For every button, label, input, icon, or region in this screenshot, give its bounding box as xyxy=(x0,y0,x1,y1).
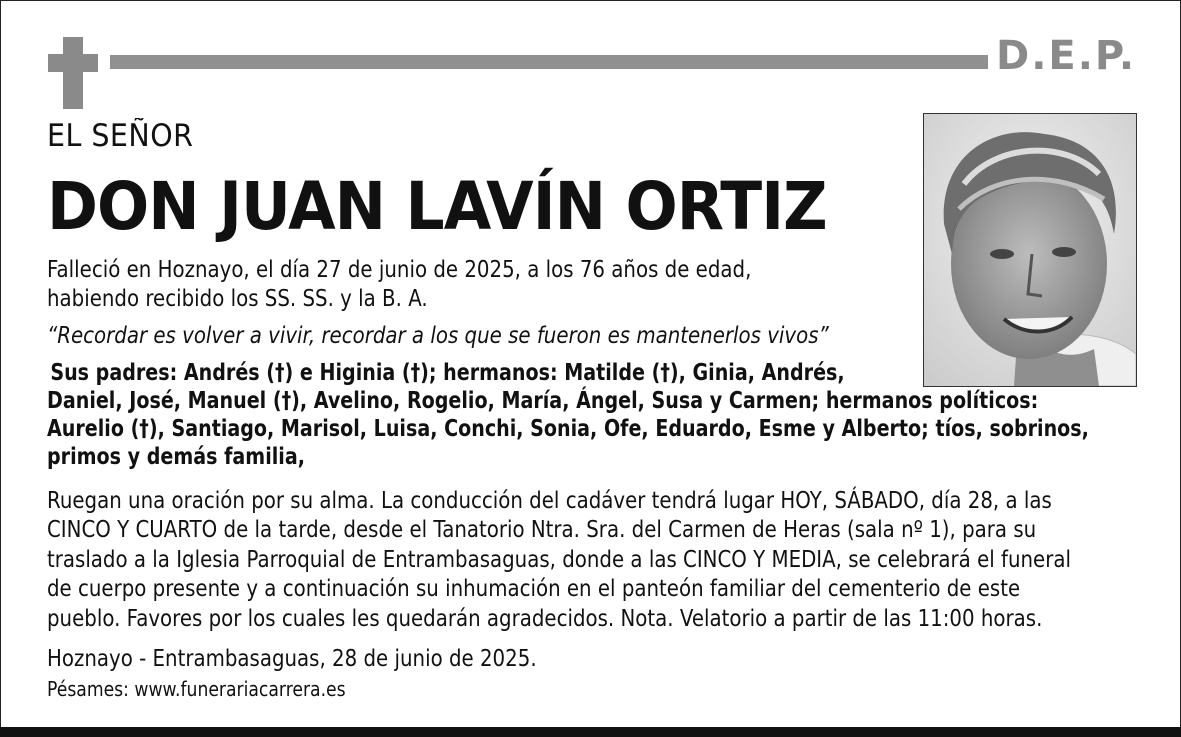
family-line: primos y demás familia, xyxy=(47,444,305,470)
family-line: Daniel, José, Manuel (†), Avelino, Rogelio, María, Ángel, Susa y Carmen; hermanos políticos: xyxy=(47,388,1039,414)
cross-icon xyxy=(63,37,83,109)
death-notice-line-2: habiendo recibido los SS. SS. y la B. A. xyxy=(47,286,428,312)
service-line: CINCO Y CUARTO de la tarde, desde el Tanatorio Ntra. Sra. del Carmen de Heras (sala nº 1), para su xyxy=(47,517,1037,543)
service-line: pueblo. Favores por los cuales les quedarán agradecidos. Nota. Velatorio a partir de las 11:00 horas. xyxy=(47,606,1043,632)
family-line: Sus padres: Andrés (†) e Higinia (†); hermanos: Matilde (†), Ginia, Andrés, xyxy=(50,360,845,386)
family-line: Aurelio (†), Santiago, Marisol, Luisa, Conchi, Sonia, Ofe, Eduardo, Esme y Alberto; tíos, sobrinos, xyxy=(47,416,1089,442)
deceased-name: DON JUAN LAVÍN ORTIZ xyxy=(47,168,827,245)
service-line: traslado a la Iglesia Parroquial de Entrambasaguas, donde a las CINCO Y MEDIA, se celebrará el funeral xyxy=(47,547,1071,573)
place-date: Hoznayo - Entrambasaguas, 28 de junio de 2025. xyxy=(47,646,537,672)
death-notice-line-1: Falleció en Hoznayo, el día 27 de junio de 2025, a los 76 años de edad, xyxy=(47,257,752,283)
portrait-photo xyxy=(923,113,1137,387)
header-rule xyxy=(110,55,988,69)
bottom-border xyxy=(0,727,1181,737)
dep-label: D.E.P. xyxy=(996,33,1137,79)
family-list xyxy=(47,359,1089,471)
service-line: de cuerpo presente y a continuación su inhumación en el panteón familiar del cementerio de este xyxy=(47,576,1021,602)
cross-icon-bar xyxy=(48,54,98,72)
condolences-website[interactable]: Pésames: www.funerariacarrera.es xyxy=(47,677,346,701)
service-line: Ruegan una oración por su alma. La conducción del cadáver tendrá lugar HOY, SÁBADO, día 28, a las xyxy=(47,488,1052,514)
title-prefix: EL SEÑOR xyxy=(47,118,194,154)
memorial-quote: “Recordar es volver a vivir, recordar a los que se fueron es mantenerlos vivos” xyxy=(47,323,829,349)
